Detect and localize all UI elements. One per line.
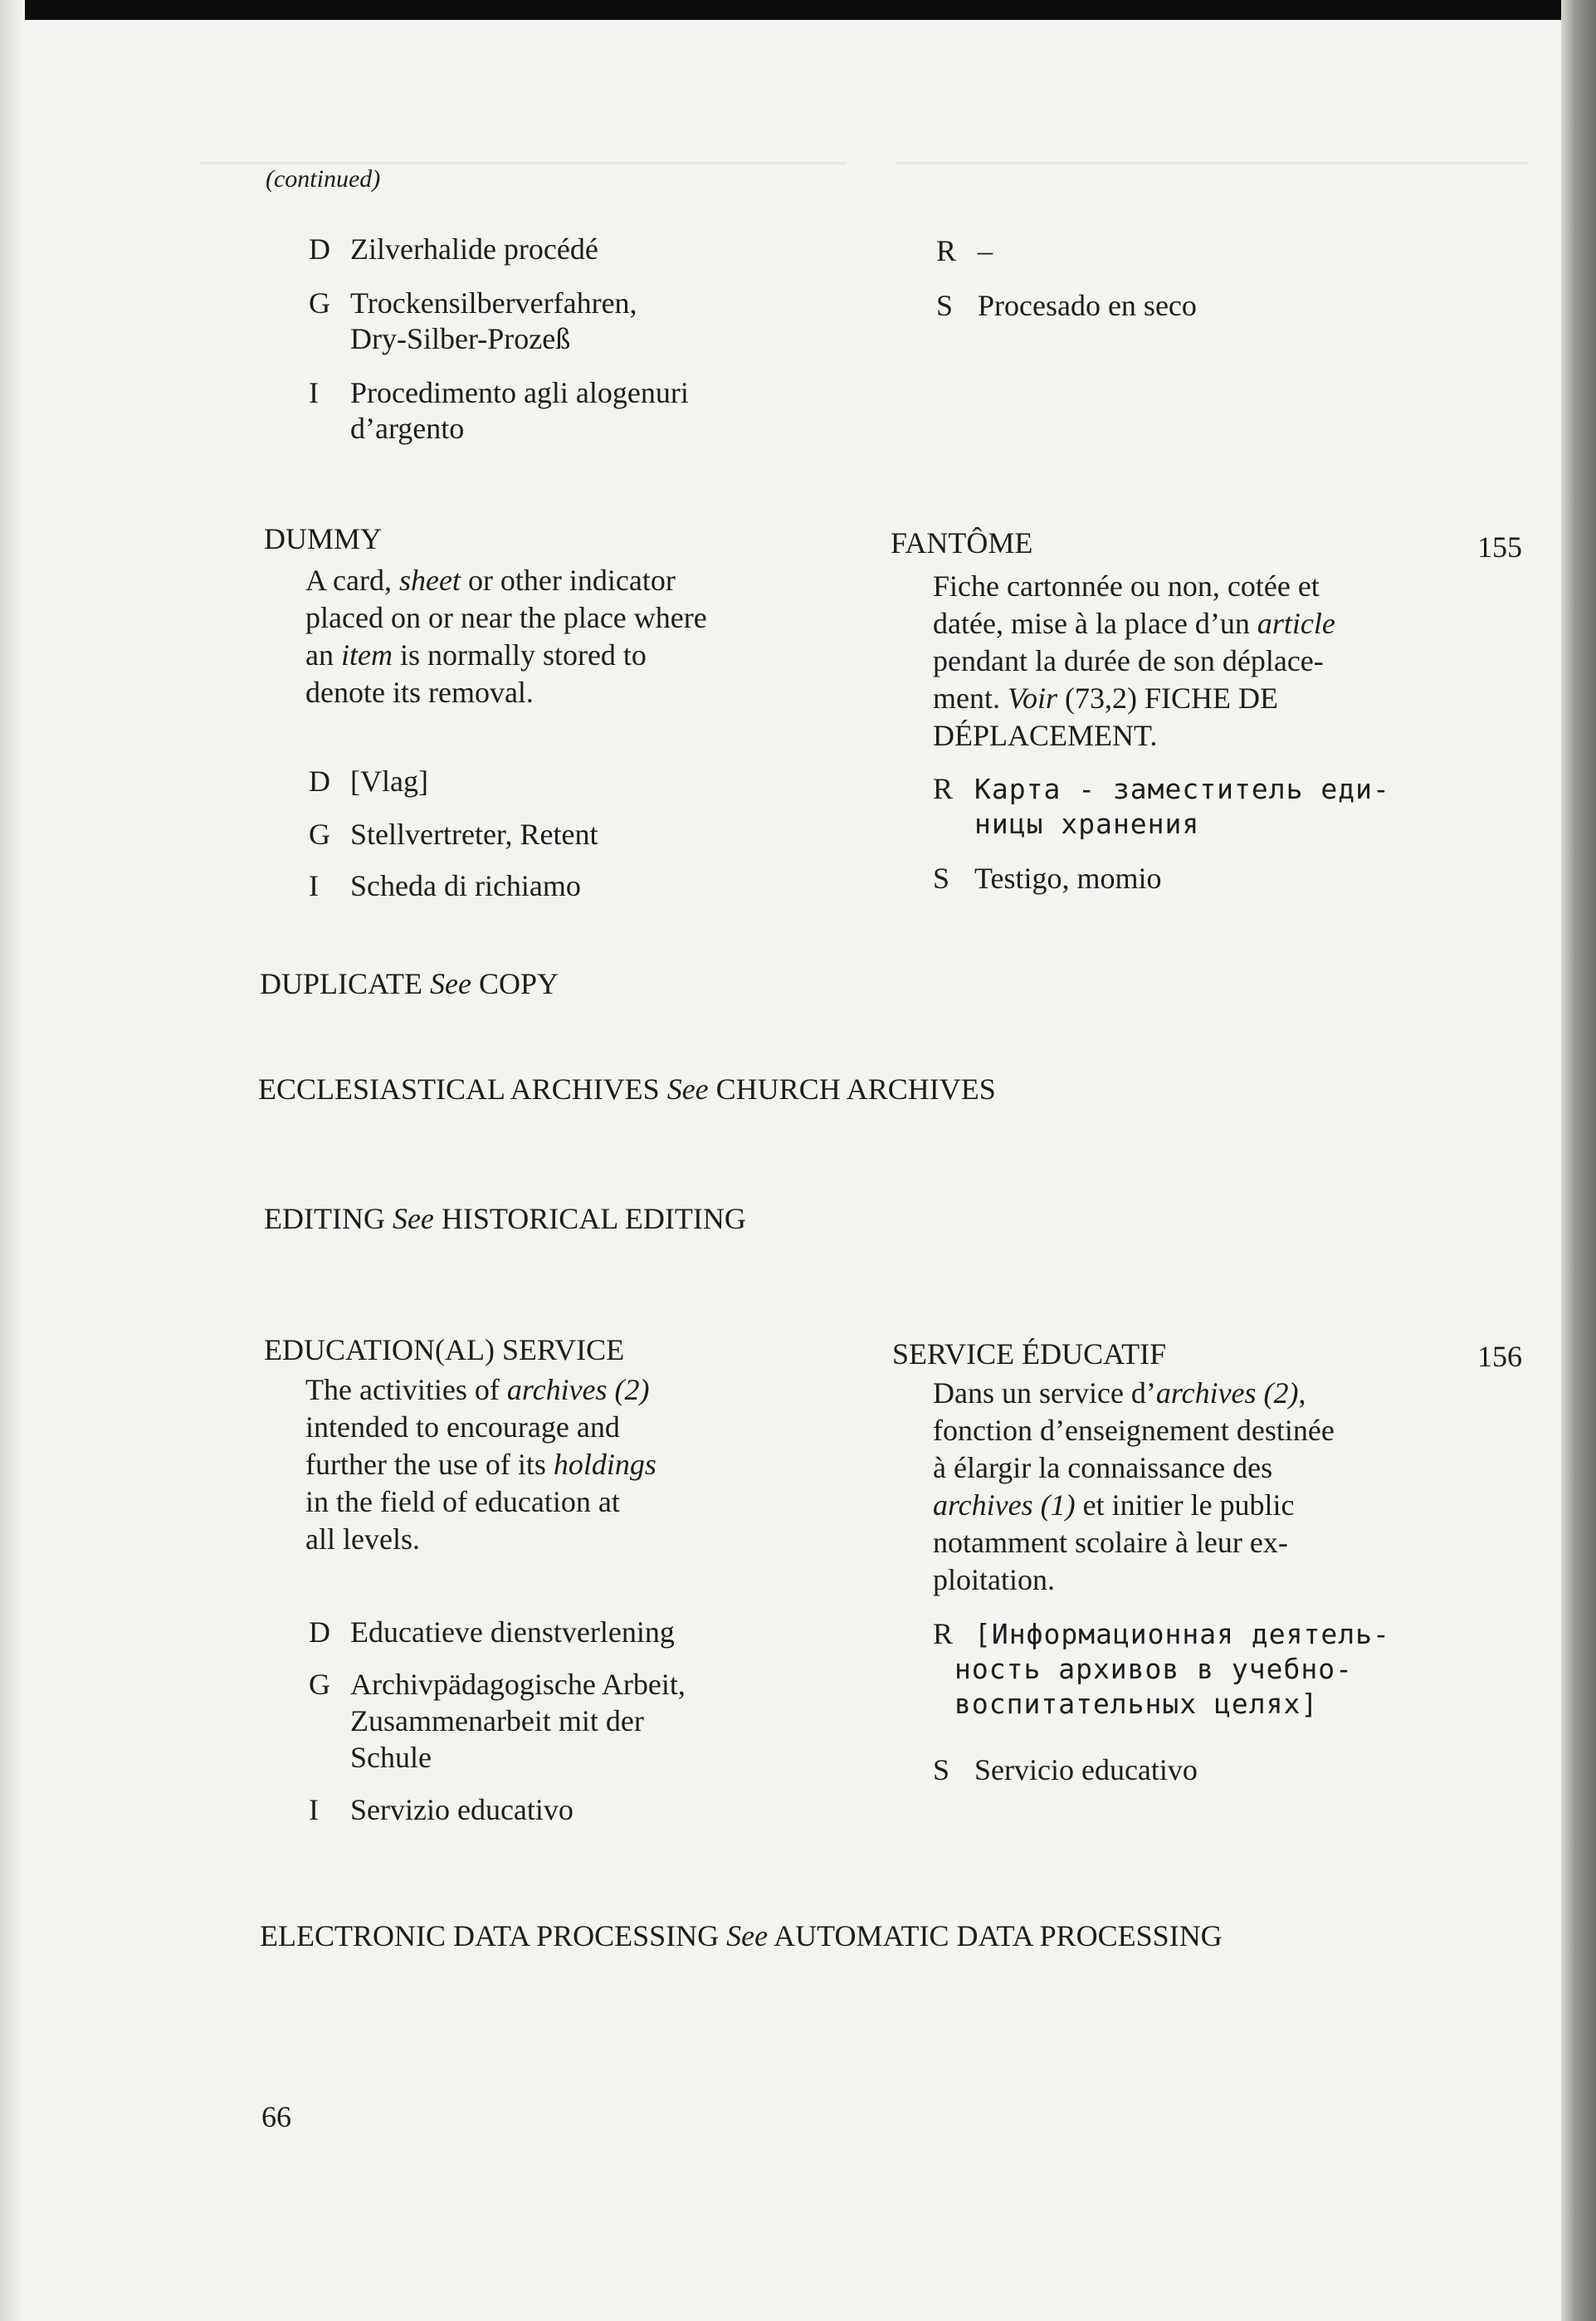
term-service-educatif: SERVICE ÉDUCATIF [892, 1337, 1167, 1371]
crossref-ecclesiastical: ECCLESIASTICAL ARCHIVES See CHURCH ARCHIVES [258, 1073, 996, 1106]
definition-line: Fiche cartonnée ou non, cotée et [933, 569, 1320, 603]
definition-line: denote its removal. [305, 676, 534, 709]
entry-r: R Карта - заместитель еди- [933, 772, 1390, 805]
term-dummy: DUMMY [264, 522, 383, 555]
definition-line: all levels. [305, 1522, 420, 1556]
term-fantome: FANTÔME [891, 526, 1033, 559]
entry-s: S Procesado en seco [936, 289, 1197, 322]
entry-g: G Stellvertreter, Retent [309, 818, 598, 851]
entry-r-cont: ницы хранения [974, 808, 1200, 840]
entry-d: D Zilverhalide procédé [309, 232, 598, 266]
definition-line: archives (1) et initier le public [933, 1488, 1295, 1522]
entry-d: D [Vlag] [309, 765, 428, 798]
entry-g-cont: Schule [350, 1741, 432, 1774]
entry-i: I Scheda di richiamo [309, 869, 581, 902]
scan-left-shadow [0, 0, 25, 2321]
definition-line: intended to encourage and [305, 1410, 620, 1444]
definition-line: A card, sheet or other indicator [305, 564, 676, 597]
bleed-through-decoration [896, 162, 1527, 181]
entry-g: G Archivpädagogische Arbeit, [309, 1668, 686, 1701]
definition-line: an item is normally stored to [305, 638, 647, 672]
continued-label: (continued) [266, 165, 381, 193]
definition-line: in the field of education at [305, 1485, 620, 1518]
entry-s: S Testigo, momio [933, 862, 1162, 895]
definition-line: datée, mise à la place d’un article [933, 607, 1335, 640]
definition-line: à élargir la connaissance des [933, 1451, 1273, 1484]
definition-line: ment. Voir (73,2) FICHE DE [933, 682, 1278, 715]
entry-g: G Trockensilberverfahren, [309, 286, 637, 320]
page-number: 66 [261, 2100, 291, 2133]
entry-i: I Procedimento agli alogenuri [309, 376, 689, 409]
definition-line: further the use of its holdings [305, 1448, 656, 1481]
entry-d: D Educatieve dienstverlening [309, 1615, 675, 1649]
definition-line: notamment scolaire à leur ex- [933, 1526, 1288, 1559]
crossref-electronic-data-processing: ELECTRONIC DATA PROCESSING See AUTOMATIC DATA PROCESSING [260, 1919, 1223, 1952]
scan-right-edge [1561, 0, 1596, 2321]
definition-line: placed on or near the place where [305, 601, 707, 634]
entry-g-cont: Zusammenarbeit mit der [350, 1704, 644, 1737]
term-education-service: EDUCATION(AL) SERVICE [264, 1333, 625, 1366]
entry-s: S Servicio educativo [933, 1753, 1198, 1786]
definition-line: The activities of archives (2) [305, 1373, 650, 1406]
definition-line: DÉPLACEMENT. [933, 719, 1158, 752]
scan-top-border [0, 0, 1596, 20]
entry-g-cont: Dry-Silber-Prozeß [350, 322, 571, 355]
definition-line: fonction d’enseignement destinée [933, 1414, 1335, 1447]
definition-line: pendant la durée de son déplace- [933, 644, 1324, 677]
crossref-duplicate: DUPLICATE See COPY [260, 967, 559, 1000]
entry-r-cont: ность архивов в учебно- [954, 1653, 1353, 1685]
entry-i: I Servizio educativo [309, 1793, 573, 1826]
definition-line: ploitation. [933, 1563, 1055, 1596]
entry-r: R [Информационная деятель- [933, 1617, 1390, 1650]
definition-line: Dans un service d’archives (2), [933, 1376, 1306, 1410]
entry-r-cont: воспитательных целях] [954, 1688, 1319, 1720]
entry-r: R – [936, 234, 993, 267]
crossref-editing: EDITING See HISTORICAL EDITING [264, 1202, 746, 1235]
entry-i-cont: d’argento [350, 412, 465, 445]
entry-number: 156 [1477, 1340, 1522, 1373]
entry-number: 155 [1477, 530, 1522, 564]
